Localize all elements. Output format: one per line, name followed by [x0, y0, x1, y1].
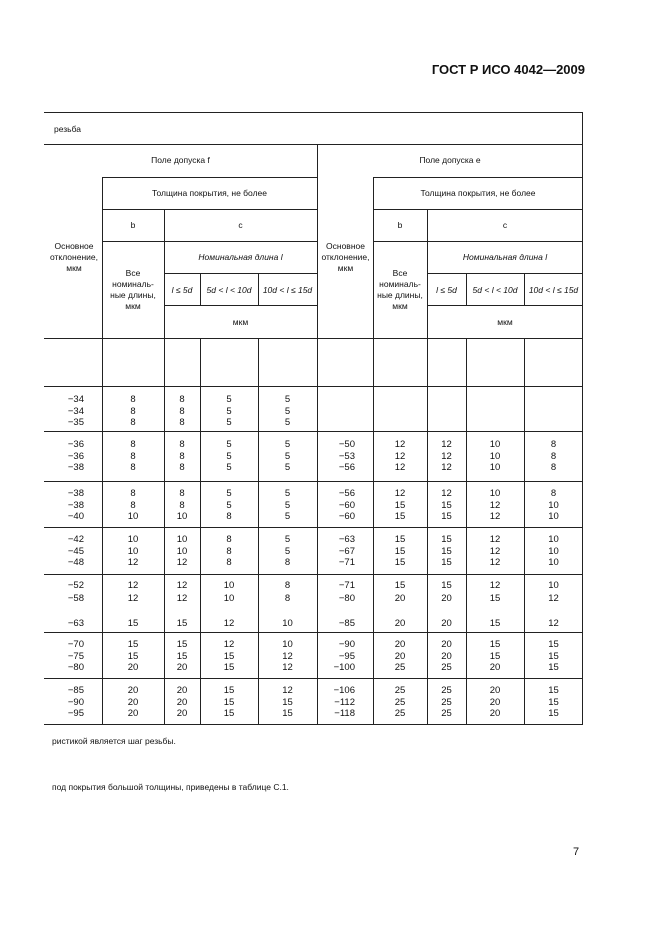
cell-f-c3: 10 12 12 [282, 639, 293, 673]
rule-h6b [427, 305, 583, 306]
thickness-header-f: Толщина покрытия, не более [151, 188, 267, 198]
cell-f-deviation: −36 −36 −38 [67, 439, 84, 473]
cell-e-c3: 10 12 12 [548, 580, 559, 630]
rule-h12 [44, 574, 583, 575]
rule-h4b [373, 241, 583, 242]
field-e-header: Поле допуска e [419, 155, 481, 165]
cell-e-c3: 15 15 15 [548, 639, 559, 673]
cell-e-c1: 15 20 20 [441, 580, 452, 630]
cell-e-deviation: −71 −80 −85 [338, 580, 355, 630]
rule-h3 [102, 209, 317, 210]
cell-f-c2: 5 5 8 [226, 488, 232, 522]
cell-f-b: 12 12 15 [127, 580, 139, 630]
rule-h1 [44, 144, 583, 145]
cell-e-deviation: −63 −67 −71 [338, 534, 355, 568]
cell-f-deviation: −38 −38 −40 [67, 488, 84, 522]
cell-f-c3: 8 8 10 [282, 580, 293, 630]
cell-f-c1: 8 8 8 [179, 394, 185, 428]
c-header-f: c [238, 220, 243, 230]
cell-f-c2: 8 8 8 [226, 534, 232, 568]
cell-f-deviation: −34 −34 −35 [67, 394, 84, 428]
unit-mkm-e: мкм [497, 317, 513, 327]
cell-e-deviation: −56 −60 −60 [338, 488, 355, 522]
cell-e-b: 15 20 20 [394, 580, 406, 630]
range-10-15-e: 10d < l ≤ 15d [528, 285, 579, 295]
cell-f-c2: 12 15 15 [223, 639, 235, 673]
cell-f-c1: 8 8 8 [179, 439, 185, 473]
rule-h6 [164, 305, 317, 306]
rule-h2 [102, 177, 317, 178]
rule-h8 [44, 386, 583, 387]
cell-e-deviation: −106 −112 −118 [333, 685, 355, 719]
cell-f-deviation: −52 −58 −63 [67, 580, 84, 630]
cell-e-c3: 8 8 8 [550, 439, 557, 473]
all-lengths-f: Все номиналь-ные длины, мкм [110, 268, 156, 311]
page-number: 7 [573, 846, 580, 858]
cell-e-c2: 12 12 12 [489, 534, 501, 568]
cell-e-c1: 15 15 15 [441, 534, 452, 568]
rule-h5b [427, 273, 583, 274]
cell-e-c2: 10 10 10 [489, 439, 501, 473]
range-le5d-e: l ≤ 5d [436, 285, 457, 295]
cell-e-b: 12 15 15 [394, 488, 406, 522]
deviation-header-e: Основное отклонение, мкм [321, 241, 370, 273]
unit-mkm-f: мкм [232, 317, 249, 327]
cell-f-c2: 15 15 15 [223, 685, 235, 719]
cell-e-c3: 15 15 15 [548, 685, 559, 719]
cell-f-b: 15 15 20 [127, 639, 139, 673]
thickness-header-e: Толщина покрытия, не более [420, 188, 536, 198]
cell-e-deviation: −90 −95 −100 [333, 639, 355, 673]
nominal-header-e: Номинальная длина l [462, 252, 548, 262]
cell-e-c2: 15 15 20 [489, 639, 501, 673]
cell-f-c3: 5 5 5 [284, 439, 291, 473]
cell-e-deviation: −50 −53 −56 [338, 439, 355, 473]
rule-h5 [164, 273, 317, 274]
cell-f-deviation: −70 −75 −80 [67, 639, 84, 673]
rule-h9 [44, 431, 583, 432]
all-lengths-e: Все номиналь-ные длины, мкм [377, 268, 423, 311]
cell-e-c3: 10 10 10 [548, 534, 559, 568]
range-10-15-f: 10d < l ≤ 15d [262, 285, 313, 295]
cell-f-c3: 5 5 5 [284, 394, 291, 428]
table-caption: резьба [54, 124, 81, 134]
rule-h4 [102, 241, 317, 242]
footnote-2: под покрытия большой толщины, приведены в таблице С.1. [52, 782, 289, 792]
cell-f-c2: 5 5 5 [226, 439, 232, 473]
rule-h15 [44, 724, 583, 725]
cell-f-deviation: −85 −90 −95 [67, 685, 84, 719]
rule-v5 [317, 144, 318, 724]
b-header-e: b [397, 220, 403, 230]
rule-h3b [373, 209, 583, 210]
cell-e-b: 15 15 15 [394, 534, 406, 568]
cell-e-c1: 20 20 25 [441, 639, 452, 673]
range-le5d-f: l ≤ 5d [171, 285, 193, 295]
rule-h10 [44, 481, 583, 482]
rule-top [44, 112, 583, 113]
cell-e-c1: 12 15 15 [441, 488, 452, 522]
b-header-f: b [130, 220, 136, 230]
c-header-e: c [502, 220, 508, 230]
cell-e-b: 25 25 25 [394, 685, 406, 719]
cell-f-c2: 5 5 5 [226, 394, 232, 428]
cell-e-c2: 20 20 20 [489, 685, 501, 719]
cell-f-b: 8 8 8 [130, 394, 136, 428]
cell-e-c2: 10 12 12 [489, 488, 501, 522]
cell-f-c3: 5 5 8 [284, 534, 291, 568]
rule-right [582, 112, 583, 725]
cell-f-c1: 15 15 20 [176, 639, 188, 673]
cell-e-c1: 12 12 12 [441, 439, 452, 473]
document-header: ГОСТ Р ИСО 4042—2009 [431, 62, 585, 77]
rule-h13 [44, 632, 583, 633]
cell-f-c1: 12 12 15 [176, 580, 188, 630]
cell-f-deviation: −42 −45 −48 [67, 534, 84, 568]
range-5-10-f: 5d < l < 10d [206, 285, 252, 295]
cell-f-c1: 8 8 10 [176, 488, 188, 522]
rule-h2b [373, 177, 583, 178]
range-5-10-e: 5d < l < 10d [472, 285, 518, 295]
rule-h7 [44, 338, 583, 339]
cell-e-c2: 12 15 15 [489, 580, 501, 630]
rule-h14 [44, 678, 583, 679]
cell-f-c3: 5 5 5 [284, 488, 291, 522]
cell-f-b: 20 20 20 [127, 685, 139, 719]
cell-e-b: 12 12 12 [394, 439, 406, 473]
footnote-1: ристикой является шаг резьбы. [52, 736, 176, 746]
cell-f-c2: 10 10 12 [223, 580, 235, 630]
cell-f-c1: 20 20 20 [176, 685, 188, 719]
field-f-header: Поле допуска f [151, 155, 210, 165]
cell-f-c1: 10 10 12 [176, 534, 188, 568]
deviation-header-f: Основное отклонение, мкм [50, 241, 98, 273]
cell-e-c3: 8 10 10 [548, 488, 559, 522]
cell-e-b: 20 20 25 [394, 639, 406, 673]
cell-f-c3: 12 15 15 [282, 685, 293, 719]
cell-f-b: 10 10 12 [127, 534, 139, 568]
cell-f-b: 8 8 8 [130, 439, 136, 473]
cell-e-c1: 25 25 25 [441, 685, 452, 719]
rule-h11 [44, 527, 583, 528]
cell-f-b: 8 8 10 [127, 488, 139, 522]
nominal-header-f: Номинальная длина l [198, 252, 283, 262]
